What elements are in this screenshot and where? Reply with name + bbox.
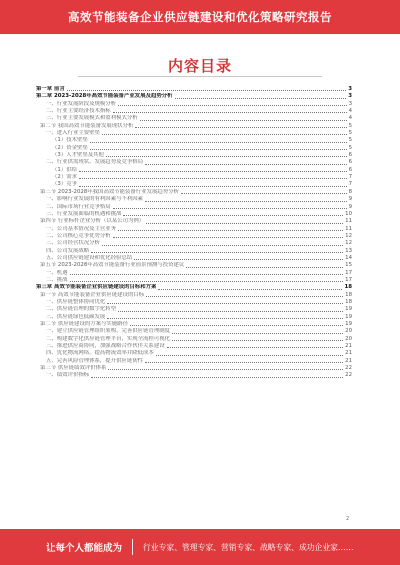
toc-entry-title: 第五节 2023-2028年高效节能装备行业前景预测与投资建议 bbox=[40, 262, 185, 269]
toc-entry[interactable] bbox=[36, 270, 352, 277]
toc-entry[interactable] bbox=[36, 174, 352, 181]
toc-entry-page: 19 bbox=[345, 306, 352, 313]
toc-entry-page: 11 bbox=[345, 218, 352, 225]
toc-entry-page: 20 bbox=[345, 335, 352, 342]
toc-entry-page: 15 bbox=[345, 262, 352, 269]
toc-entry-title: 四、公司发展战略 bbox=[46, 247, 90, 254]
toc-leader-dots bbox=[113, 237, 343, 238]
toc-entry-title: 四、优化物流网络，提高物流效率并降低成本 bbox=[46, 350, 154, 357]
toc-entry-page: 7 bbox=[348, 174, 352, 181]
toc-entry-title: 一、机遇 bbox=[46, 269, 68, 276]
toc-entry-page: 9 bbox=[348, 196, 352, 203]
toc-entry-page: 12 bbox=[345, 240, 352, 247]
toc-leader-dots bbox=[118, 230, 343, 231]
toc-entry[interactable] bbox=[36, 343, 352, 350]
toc-leader-dots bbox=[70, 274, 344, 275]
toc-entry-title: 第二节 我国高效节能装备发展现状分析 bbox=[40, 122, 134, 129]
toc-entry-title: （1）供给 bbox=[52, 166, 77, 173]
toc-entry-title: （2）资金壁垒 bbox=[52, 144, 88, 151]
toc-entry-title: 第三节 2023-2028年我国高效节能装备行业发展趋势分析 bbox=[40, 188, 179, 195]
toc-entry[interactable] bbox=[36, 233, 352, 240]
toc-entry-page: 5 bbox=[348, 137, 352, 144]
toc-leader-dots bbox=[107, 318, 343, 319]
toc-entry-title: 二、供应链管理的数字化转型 bbox=[46, 306, 117, 313]
toc-leader-dots bbox=[106, 156, 347, 157]
toc-leader-dots bbox=[172, 333, 343, 334]
toc-leader-dots bbox=[175, 98, 347, 99]
toc-entry[interactable] bbox=[36, 93, 352, 100]
toc-leader-dots bbox=[186, 267, 343, 268]
toc-entry-title: 第三章 高效节能装备企业供应链建设的目标和方案 bbox=[36, 284, 157, 291]
toc-leader-dots bbox=[158, 289, 342, 290]
toc-entry-title: 三、行业发展面临的机遇和挑战 bbox=[46, 210, 122, 217]
toc-entry-title: 三、供应链绿色低碳发展 bbox=[46, 313, 106, 320]
toc-entry-page: 18 bbox=[345, 298, 352, 305]
toc-entry-title: 一、绩效评价指标 bbox=[46, 372, 90, 379]
toc-entry-page: 18 bbox=[344, 284, 352, 291]
toc-entry-page: 8 bbox=[348, 188, 352, 195]
page-number: 2 bbox=[346, 516, 350, 522]
toc-entry[interactable] bbox=[36, 248, 352, 255]
toc-entry-page: 3 bbox=[348, 93, 352, 100]
toc-entry[interactable] bbox=[36, 196, 352, 203]
toc-entry-page: 5 bbox=[348, 122, 352, 129]
toc-entry[interactable] bbox=[36, 189, 352, 196]
footer-bar bbox=[0, 529, 400, 565]
toc-entry[interactable] bbox=[36, 365, 352, 372]
toc-entry-page: 3 bbox=[348, 100, 352, 107]
toc-entry-title: （3）人才壁垒及其他 bbox=[52, 152, 104, 159]
toc-entry-page: 4 bbox=[348, 115, 352, 122]
toc-entry-page: 17 bbox=[345, 276, 352, 283]
toc-entry-page: 21 bbox=[345, 343, 352, 350]
toc-entry[interactable] bbox=[36, 350, 352, 357]
toc-leader-dots bbox=[145, 201, 347, 202]
toc-entry-page: 19 bbox=[345, 313, 352, 320]
toc-entry-page: 5 bbox=[348, 130, 352, 137]
toc-entry[interactable] bbox=[36, 299, 352, 306]
toc-entry-title: 一、供应链整体协同优化 bbox=[46, 298, 106, 305]
toc-entry-page: 13 bbox=[345, 247, 352, 254]
toc-entry-page: 3 bbox=[348, 86, 352, 92]
toc-entry[interactable] bbox=[36, 292, 352, 299]
toc-entry[interactable] bbox=[36, 123, 352, 130]
toc-entry-page: 22 bbox=[345, 365, 352, 372]
toc-entry[interactable] bbox=[36, 181, 352, 188]
toc-entry[interactable] bbox=[36, 101, 352, 108]
toc-entry-title: 二、挑战 bbox=[46, 276, 68, 283]
toc-entry-title: 一、进入行业主要壁垒 bbox=[46, 130, 100, 137]
toc-entry[interactable] bbox=[36, 336, 352, 343]
toc-entry-title: 一、建立供应链管理组织架构，完善供应链管理制度 bbox=[46, 328, 170, 335]
toc-entry[interactable] bbox=[36, 372, 352, 379]
toc-entry[interactable] bbox=[36, 262, 352, 269]
toc-entry[interactable] bbox=[36, 115, 352, 122]
toc-entry[interactable] bbox=[36, 211, 352, 218]
toc-leader-dots bbox=[156, 355, 343, 356]
toc-entry-page: 5 bbox=[348, 144, 352, 151]
toc-leader-dots bbox=[146, 296, 343, 297]
toc-entry-title: 第二节 供应链建设的方案与实施路径 bbox=[40, 321, 128, 327]
toc-leader-dots bbox=[123, 215, 343, 216]
toc-leader-dots bbox=[91, 252, 343, 253]
toc-entry-page: 9 bbox=[348, 203, 352, 210]
toc-entry-title: 二、构建数字化供应链管理平台，实现全流程可视化 bbox=[46, 335, 170, 342]
toc-leader-dots bbox=[118, 311, 343, 312]
toc-leader-dots bbox=[172, 340, 343, 341]
report-header-bar bbox=[0, 0, 400, 34]
footer-slogan: 让每个人都能成为 bbox=[46, 543, 123, 554]
toc-leader-dots bbox=[90, 142, 347, 143]
toc-entry[interactable] bbox=[36, 226, 352, 233]
toc-leader-dots bbox=[91, 377, 343, 378]
toc-leader-dots bbox=[140, 120, 347, 121]
toc-entry[interactable] bbox=[36, 204, 352, 211]
footer-divider bbox=[132, 539, 133, 555]
toc-entry-page: 21 bbox=[345, 357, 352, 364]
toc-entry-page: 19 bbox=[345, 321, 352, 327]
toc-entry[interactable] bbox=[36, 328, 352, 335]
toc-entry[interactable] bbox=[36, 159, 352, 166]
toc-entry-title: 第二章 2023-2028年高效节能装备产业发展及趋势分析 bbox=[36, 93, 173, 100]
toc-entry[interactable] bbox=[36, 358, 352, 365]
toc-entry-title: 一、公司基本情况及主营业务 bbox=[46, 225, 117, 232]
toc-leader-dots bbox=[107, 303, 343, 304]
toc-entry-page: 22 bbox=[345, 372, 352, 379]
toc-entry-title: 五、公司供应链建设和优化经验总结 bbox=[46, 254, 133, 261]
toc-entry[interactable] bbox=[36, 86, 352, 93]
footer-tagline: 行业专家、管理专家、营销专家、战略专家、成功企业家…… bbox=[143, 542, 354, 552]
toc-entry[interactable] bbox=[36, 255, 352, 262]
toc-entry[interactable] bbox=[36, 137, 352, 144]
toc-entry[interactable] bbox=[36, 218, 352, 225]
toc-leader-dots bbox=[79, 171, 347, 172]
toc-entry-page: 18 bbox=[345, 291, 352, 298]
toc-entry-page: 17 bbox=[345, 269, 352, 276]
heading-divider bbox=[78, 76, 322, 77]
toc-entry-page: 12 bbox=[345, 232, 352, 239]
toc-heading: 内容目录 bbox=[167, 57, 232, 75]
toc-entry-page: 10 bbox=[345, 210, 352, 217]
toc-leader-dots bbox=[102, 134, 347, 135]
toc-leader-dots bbox=[102, 245, 343, 246]
toc-entry-title: 一、行业发展阶段及规模分析 bbox=[46, 100, 117, 107]
toc-entry-title: 三、公司经营状况分析 bbox=[46, 240, 100, 247]
toc-entry[interactable] bbox=[36, 240, 352, 247]
toc-entry-page: 7 bbox=[348, 181, 352, 188]
toc-leader-dots bbox=[118, 105, 346, 106]
toc-leader-dots bbox=[108, 369, 343, 370]
toc-entry[interactable] bbox=[36, 277, 352, 284]
toc-entry[interactable] bbox=[36, 167, 352, 174]
toc-entry[interactable] bbox=[36, 314, 352, 321]
toc-entry-title: （3）竞争 bbox=[52, 181, 77, 188]
toc-entry-page: 20 bbox=[345, 328, 352, 335]
toc-leader-dots bbox=[134, 259, 343, 260]
toc-entry-title: 第三节 供应链绩效评价体系 bbox=[40, 365, 107, 372]
toc-leader-dots bbox=[113, 208, 347, 209]
toc-entry-page: 6 bbox=[348, 152, 352, 159]
toc-entry-page: 6 bbox=[348, 166, 352, 173]
toc-entry[interactable] bbox=[36, 145, 352, 152]
toc-leader-dots bbox=[113, 112, 347, 113]
toc-leader-dots bbox=[79, 186, 347, 187]
toc-entry-title: 五、完善风险管理体系，提升供应链韧性 bbox=[46, 357, 144, 364]
toc-entry-title: 第四节 行业标杆企业分析（以某公司为例） bbox=[40, 218, 145, 225]
toc-entry[interactable] bbox=[36, 108, 352, 115]
toc-leader-dots bbox=[67, 90, 346, 91]
toc-leader-dots bbox=[130, 325, 343, 326]
toc-entry-title: 第一节 高效节能装备企业供应链建设的目标 bbox=[40, 291, 145, 298]
toc-entry-page: 6 bbox=[348, 159, 352, 166]
toc-entry-page: 11 bbox=[345, 225, 352, 232]
toc-entry-title: （1）技术壁垒 bbox=[52, 137, 88, 144]
toc-entry-page: 14 bbox=[345, 254, 352, 261]
toc-leader-dots bbox=[146, 223, 343, 224]
toc-entry-page: 21 bbox=[345, 350, 352, 357]
toc-leader-dots bbox=[145, 164, 347, 165]
table-of-contents bbox=[36, 86, 352, 380]
toc-leader-dots bbox=[167, 347, 344, 348]
toc-entry-title: 三、行业主要发展模式和盈利模式分析 bbox=[46, 115, 138, 122]
toc-entry-title: 三、推进供应商协同，加强战略合作伙伴关系建设 bbox=[46, 343, 165, 350]
report-title: 高效节能装备企业供应链建设和优化策略研究报告 bbox=[68, 10, 332, 24]
toc-leader-dots bbox=[135, 127, 346, 128]
toc-entry[interactable] bbox=[36, 130, 352, 137]
toc-entry[interactable] bbox=[36, 284, 352, 291]
toc-entry-title: 二、国际市场行业竞争格局 bbox=[46, 203, 111, 210]
toc-entry-title: 二、行业主要经济技术指标 bbox=[46, 108, 111, 115]
toc-entry-title: 二、行业供需现状、发展趋势及竞争格局 bbox=[46, 159, 144, 166]
toc-leader-dots bbox=[90, 149, 347, 150]
toc-leader-dots bbox=[70, 281, 344, 282]
toc-entry[interactable] bbox=[36, 306, 352, 313]
toc-entry-title: （2）需求 bbox=[52, 174, 77, 181]
toc-entry[interactable] bbox=[36, 321, 352, 328]
toc-leader-dots bbox=[79, 178, 347, 179]
toc-leader-dots bbox=[145, 362, 343, 363]
toc-entry[interactable] bbox=[36, 152, 352, 159]
toc-entry-title: 第一章 前言 bbox=[36, 86, 65, 92]
toc-entry-title: 一、影响行业发展的有利因素与不利因素 bbox=[46, 196, 144, 203]
toc-entry-page: 4 bbox=[348, 108, 352, 115]
toc-entry-title: 二、公司核心竞争优势分析 bbox=[46, 232, 111, 239]
toc-leader-dots bbox=[181, 193, 347, 194]
